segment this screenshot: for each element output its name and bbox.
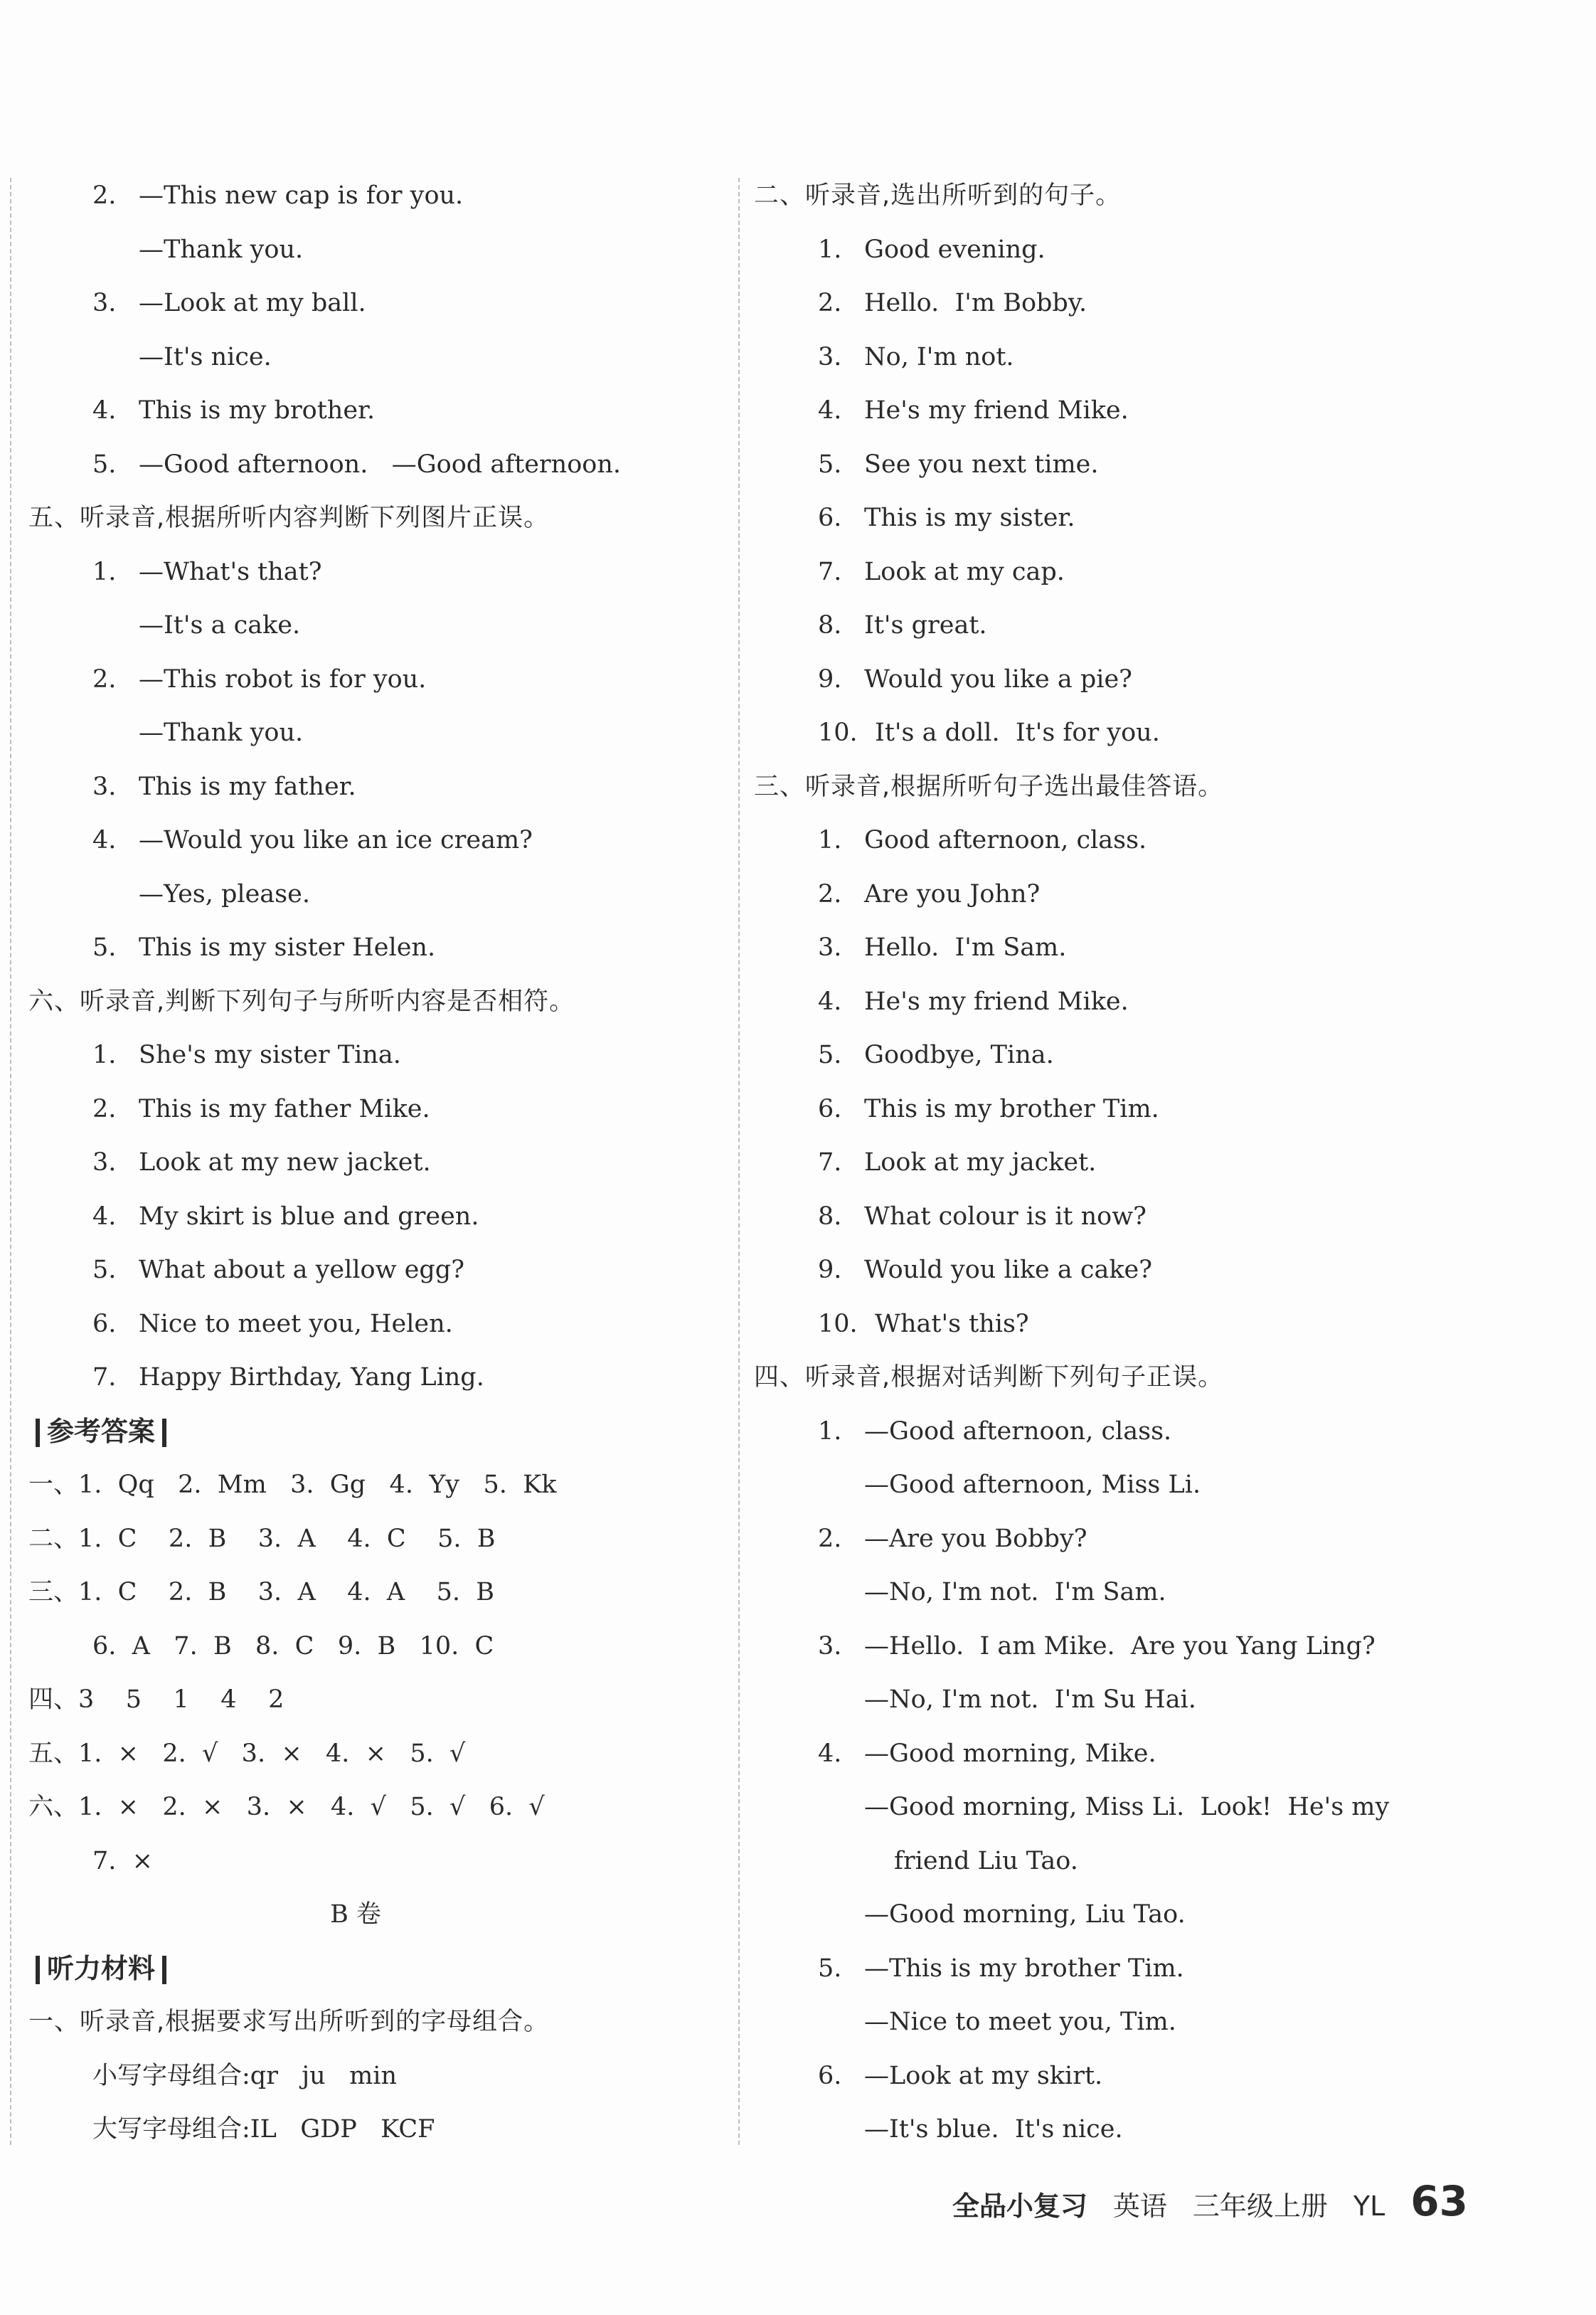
- item-text: —Are you Bobby?: [864, 1524, 1087, 1553]
- item-text: —Good afternoon, class.: [864, 1416, 1172, 1446]
- item-text: Hello. I'm Sam.: [864, 933, 1067, 962]
- letter-combination-line: 大写字母组合:IL GDP KCF: [92, 2115, 435, 2144]
- item-number: 10.: [818, 1309, 858, 1338]
- continuation-line: [28, 599, 711, 653]
- continuation-line: [28, 706, 711, 761]
- numbered-item: [754, 223, 1572, 277]
- item-text: —Good morning, Miss Li. Look! He's my: [864, 1793, 1390, 1821]
- numbered-item: [754, 438, 1572, 492]
- numbered-item: [28, 1083, 711, 1137]
- item-number: 7.: [818, 1148, 842, 1177]
- numbered-item: [754, 1620, 1572, 1674]
- numbered-item: [28, 1029, 711, 1083]
- item-text: —Yes, please.: [139, 879, 310, 908]
- column-divider: [738, 178, 740, 2145]
- numbered-item: [754, 2050, 1572, 2104]
- item-text: —This is my brother Tim.: [864, 1954, 1184, 1983]
- answer-row: 7. ×: [92, 1846, 153, 1875]
- answer-row: 6. A 7. B 8. C 9. B 10. C: [92, 1631, 494, 1660]
- item-text: —Look at my ball.: [139, 289, 366, 317]
- heading-bar: [162, 1419, 166, 1447]
- item-number: 1.: [818, 826, 842, 854]
- continuation-line: [754, 1673, 1572, 1727]
- item-number: 3.: [818, 933, 842, 962]
- section-heading: 四、听录音,根据对话判断下列句子正误。: [754, 1363, 1224, 1392]
- footer-edition: YL: [1353, 2190, 1385, 2222]
- item-number: 4.: [92, 396, 117, 425]
- item-text: Good afternoon, class.: [864, 826, 1147, 854]
- continuation-line: [754, 2103, 1572, 2157]
- footer-brand: 全品小复习: [952, 2190, 1087, 2222]
- numbered-item: [754, 331, 1572, 385]
- item-number: 5.: [818, 1954, 842, 1983]
- continuation-line: [754, 1781, 1572, 1835]
- item-text: Good evening.: [864, 235, 1046, 264]
- item-number: 1.: [92, 557, 117, 586]
- numbered-item: [754, 706, 1572, 761]
- continuation-line: [28, 331, 711, 385]
- item-text: Look at my new jacket.: [139, 1148, 431, 1177]
- item-text: —This new cap is for you.: [139, 181, 464, 210]
- numbered-item: [28, 814, 711, 868]
- item-number: 5.: [92, 450, 117, 479]
- boxed-heading: [28, 1405, 711, 1459]
- numbered-item: [754, 653, 1572, 707]
- numbered-item: [28, 761, 711, 815]
- numbered-item: [28, 1298, 711, 1352]
- item-number: 4.: [92, 826, 117, 854]
- item-number: 6.: [818, 504, 842, 532]
- item-text: It's a doll. It's for you.: [875, 719, 1160, 747]
- item-text: This is my sister.: [864, 504, 1075, 532]
- numbered-item: [754, 492, 1572, 546]
- item-text: —It's blue. It's nice.: [864, 2115, 1123, 2144]
- item-number: 1.: [92, 1041, 117, 1069]
- numbered-item: [28, 653, 711, 707]
- numbered-item: [754, 921, 1572, 975]
- item-text: —Good afternoon. —Good afternoon.: [139, 450, 622, 479]
- item-number: 8.: [818, 611, 842, 640]
- item-number: 2.: [818, 289, 842, 317]
- item-number: 1.: [818, 235, 842, 264]
- section-heading: 六、听录音,判断下列句子与所听内容是否相符。: [28, 987, 575, 1016]
- item-number: 5.: [92, 933, 117, 962]
- item-number: 9.: [818, 1256, 842, 1284]
- numbered-item: [754, 1083, 1572, 1137]
- item-text: Hello. I'm Bobby.: [864, 289, 1087, 317]
- item-text: —Look at my skirt.: [864, 2061, 1103, 2090]
- item-text: She's my sister Tina.: [139, 1041, 401, 1069]
- heading-text: 参考答案: [47, 1415, 156, 1447]
- numbered-item: [754, 1513, 1572, 1567]
- numbered-item: [28, 384, 711, 438]
- numbered-item: [28, 1190, 711, 1244]
- item-text: —Good morning, Mike.: [864, 1739, 1156, 1768]
- item-text: What colour is it now?: [864, 1202, 1147, 1231]
- item-number: 4.: [818, 1739, 842, 1768]
- item-text: Nice to meet you, Helen.: [139, 1309, 453, 1338]
- item-text: Happy Birthday, Yang Ling.: [139, 1363, 484, 1392]
- numbered-item: [28, 1244, 711, 1298]
- item-number: 5.: [818, 1041, 842, 1069]
- numbered-item: [754, 277, 1572, 331]
- numbered-item: [754, 975, 1572, 1029]
- numbered-item: [754, 599, 1572, 653]
- footer-subject: 英语: [1112, 2190, 1167, 2222]
- item-number: 5.: [92, 1256, 117, 1284]
- item-number: 2.: [818, 879, 842, 908]
- item-number: 7.: [92, 1363, 117, 1392]
- numbered-item: [28, 546, 711, 600]
- item-text: —This robot is for you.: [139, 664, 427, 694]
- numbered-item: [754, 1942, 1572, 1996]
- item-text: It's great.: [864, 611, 987, 640]
- item-text: This is my father.: [139, 772, 356, 801]
- item-text: Would you like a pie?: [864, 664, 1132, 694]
- numbered-item: [754, 1298, 1572, 1352]
- numbered-item: [28, 438, 711, 492]
- numbered-item: [754, 1136, 1572, 1190]
- continuation-line: [28, 223, 711, 277]
- page-number: 63: [1410, 2177, 1468, 2225]
- item-text: This is my sister Helen.: [139, 933, 436, 962]
- item-number: 8.: [818, 1202, 842, 1231]
- answer-row: 二、1. C 2. B 3. A 4. C 5. B: [28, 1524, 496, 1553]
- continuation-line: [754, 1458, 1572, 1513]
- item-number: 2.: [92, 181, 117, 210]
- left-margin-rule: [10, 178, 11, 2145]
- item-number: 2.: [92, 1094, 117, 1123]
- numbered-item: [754, 868, 1572, 922]
- item-text: He's my friend Mike.: [864, 987, 1129, 1016]
- part-title: B 卷: [330, 1900, 381, 1929]
- continuation-line: [754, 1888, 1572, 1942]
- section-heading: 二、听录音,选出所听到的句子。: [754, 181, 1122, 210]
- heading-bar: [36, 1956, 40, 1984]
- item-text: friend Liu Tao.: [894, 1846, 1078, 1875]
- item-text: Look at my jacket.: [864, 1148, 1097, 1177]
- numbered-item: [28, 169, 711, 223]
- item-number: 3.: [818, 342, 842, 371]
- numbered-item: [754, 814, 1572, 868]
- right-column: [754, 169, 1572, 2157]
- item-text: —Hello. I am Mike. Are you Yang Ling?: [864, 1631, 1376, 1660]
- page-footer: [952, 2177, 1468, 2225]
- item-text: —Thank you.: [139, 235, 304, 264]
- numbered-item: [28, 1351, 711, 1405]
- item-text: What's this?: [875, 1309, 1029, 1338]
- heading-bar: [162, 1956, 166, 1984]
- item-text: He's my friend Mike.: [864, 396, 1129, 425]
- item-text: This is my brother Tim.: [864, 1094, 1159, 1123]
- boxed-heading: [28, 1942, 711, 1996]
- answer-row: 四、3 5 1 4 2: [28, 1685, 284, 1714]
- item-text: What about a yellow egg?: [139, 1256, 464, 1284]
- item-text: —It's nice.: [139, 342, 272, 371]
- numbered-item: [28, 921, 711, 975]
- item-number: 3.: [92, 772, 117, 801]
- item-text: This is my brother.: [139, 396, 376, 425]
- item-text: —No, I'm not. I'm Su Hai.: [864, 1685, 1196, 1714]
- section-heading: 一、听录音,根据要求写出所听到的字母组合。: [28, 2008, 550, 2036]
- item-number: 7.: [818, 557, 842, 586]
- item-number: 1.: [818, 1416, 842, 1446]
- answer-row: 三、1. C 2. B 3. A 4. A 5. B: [28, 1578, 495, 1606]
- item-text: My skirt is blue and green.: [139, 1202, 479, 1231]
- item-text: This is my father Mike.: [139, 1094, 430, 1123]
- item-number: 3.: [92, 1148, 117, 1177]
- item-text: Look at my cap.: [864, 557, 1065, 586]
- item-number: 9.: [818, 664, 842, 694]
- item-number: 6.: [818, 1094, 842, 1123]
- numbered-item: [754, 1405, 1572, 1459]
- letter-combination-line: 小写字母组合:qr ju min: [92, 2061, 397, 2090]
- item-number: 4.: [92, 1202, 117, 1231]
- answer-row: 一、1. Qq 2. Mm 3. Gg 4. Yy 5. Kk: [28, 1471, 557, 1499]
- footer-grade: 三年级上册: [1192, 2190, 1328, 2222]
- heading-bar: [36, 1419, 40, 1447]
- answer-row: 五、1. × 2. √ 3. × 4. × 5. √: [28, 1739, 466, 1768]
- numbered-item: [754, 384, 1572, 438]
- item-number: 4.: [818, 396, 842, 425]
- item-number: 3.: [818, 1631, 842, 1660]
- continuation-line: [754, 1996, 1572, 2050]
- item-number: 4.: [818, 987, 842, 1016]
- item-number: 6.: [92, 1309, 117, 1338]
- numbered-item: [28, 277, 711, 331]
- item-text: —Good morning, Liu Tao.: [864, 1900, 1186, 1929]
- item-text: —Thank you.: [139, 719, 304, 747]
- item-text: —Would you like an ice cream?: [139, 826, 533, 854]
- heading-text: 听力材料: [47, 1952, 156, 1984]
- item-number: 2.: [818, 1524, 842, 1553]
- numbered-item: [28, 1136, 711, 1190]
- item-number: 3.: [92, 289, 117, 317]
- item-text: Are you John?: [864, 879, 1041, 908]
- continuation-line: [754, 1566, 1572, 1620]
- item-text: No, I'm not.: [864, 342, 1014, 371]
- numbered-item: [754, 546, 1572, 600]
- item-text: —No, I'm not. I'm Sam.: [864, 1578, 1166, 1606]
- item-text: See you next time.: [864, 450, 1099, 479]
- section-heading: 五、听录音,根据所听内容判断下列图片正误。: [28, 504, 550, 532]
- item-text: —It's a cake.: [139, 611, 301, 640]
- numbered-item: [754, 1727, 1572, 1781]
- numbered-item: [754, 1190, 1572, 1244]
- continuation-line: [28, 868, 711, 922]
- item-number: 10.: [818, 719, 858, 747]
- item-text: Goodbye, Tina.: [864, 1041, 1054, 1069]
- item-number: 6.: [818, 2061, 842, 2090]
- section-heading: 三、听录音,根据所听句子选出最佳答语。: [754, 772, 1224, 801]
- numbered-item: [754, 1029, 1572, 1083]
- item-text: Would you like a cake?: [864, 1256, 1153, 1284]
- item-text: —What's that?: [139, 557, 322, 586]
- left-column: [28, 169, 711, 2157]
- item-number: 5.: [818, 450, 842, 479]
- item-text: —Nice to meet you, Tim.: [864, 2008, 1176, 2036]
- numbered-item: [754, 1244, 1572, 1298]
- item-text: —Good afternoon, Miss Li.: [864, 1471, 1201, 1499]
- item-number: 2.: [92, 664, 117, 694]
- continuation-line: [754, 1835, 1572, 1889]
- answer-row: 六、1. × 2. × 3. × 4. √ 5. √ 6. √: [28, 1793, 545, 1821]
